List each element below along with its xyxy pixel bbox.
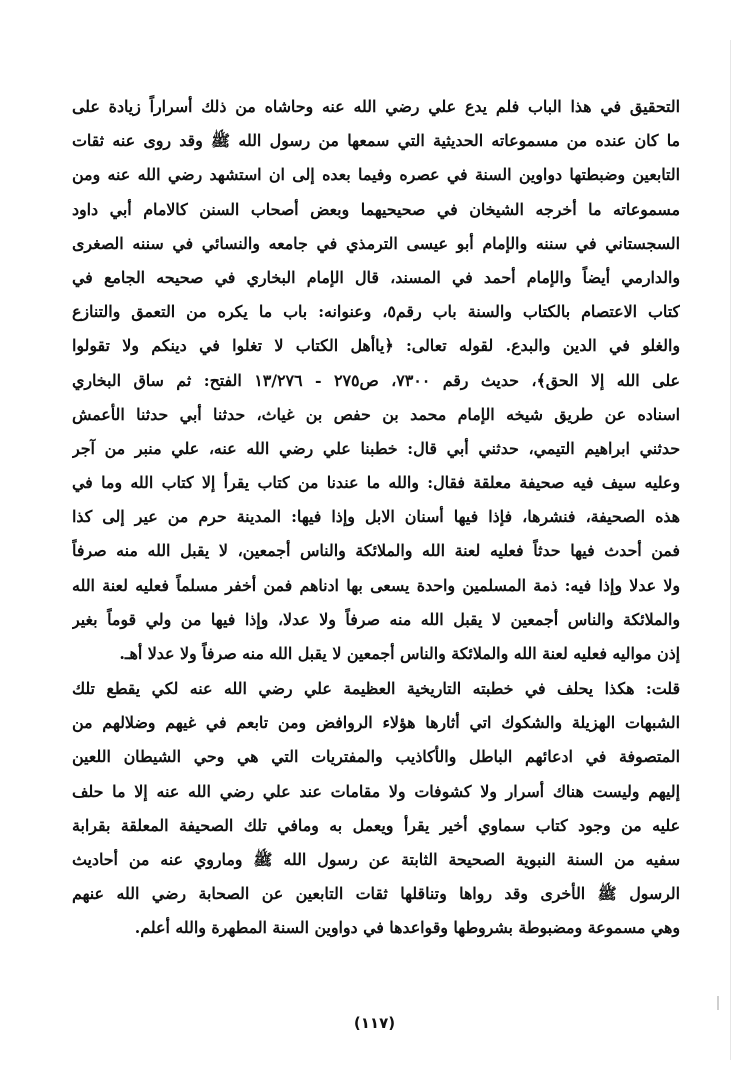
paragraph-line: مسموعاته ما أخرجه الشيخان في صحيحيهما وبعض أصحاب السنن كالامام أبي داود (72, 199, 680, 219)
paragraph-line: ما كان عنده من مسموعاته الحديثية التي سمعها من رسول الله ﷺ وقد روى عنه ثقات (72, 131, 680, 151)
paragraph-line: على الله إلا الحق﴾، حديث رقم ٧٣٠٠، ص٢٧٥ - ١٣/٢٧٦ الفتح: ثم ساق البخاري (72, 370, 680, 390)
paragraph-line: اسناده عن طريق شيخه الإمام محمد بن حفص بن غياث، حدثنا أبي حدثنا الأعمش (72, 404, 680, 424)
paragraph-1 (72, 90, 680, 671)
paragraph-line: والملائكة والناس أجمعين لا يقبل الله منه صرفاً ولا عدلا، وإذا فيها من ولي قوماً بغير (72, 609, 680, 629)
paragraph-line: المتصوفة في ادعائهم الباطل والأكاذيب والمفتريات التي هي وحي الشيطان اللعين (72, 747, 680, 767)
paragraph-2 (72, 672, 680, 946)
paragraph-line: والغلو في الدين والبدع. لقوله تعالى: ﴿ياأهل الكتاب لا تغلوا في دينكم ولا تقولوا (72, 336, 680, 356)
paragraph-line: وهي مسموعة ومضبوطة بشروطها وقواعدها في دواوين السنة المطهرة والله أعلم. (134, 918, 680, 938)
paragraph-line: قلت: هكذا يحلف في خطبته التاريخية العظيمة علي رضي الله عنه لكي يقطع تلك (72, 679, 680, 698)
scan-edge-line (730, 40, 731, 1060)
paragraph-line: التابعين وضبطتها دواوين السنة في عصره وفيما بعده إلى ان استشهد رضي الله عنه ومن (72, 165, 680, 185)
paragraph-line: ولا عدلا وإذا فيه: ذمة المسلمين واحدة يسعى بها ادناهم فمن أخفر مسلماً فعليه لعنة الله (72, 575, 680, 595)
paragraph-line: إذن مواليه فعليه لعنة الله والملائكة والناس أجمعين لا يقبل الله منه صرفاً ولا عدلا أهـ. (119, 644, 680, 663)
paragraph-line: كتاب الاعتصام بالكتاب والسنة باب رقم٥، وعنوانه: باب ما يكره من التعمق والتنازع (72, 302, 680, 322)
paragraph-line: السجستاني في سننه والإمام أبو عيسى الترمذي في جامعه والنسائي في سننه الصغرى (72, 233, 680, 253)
paragraph-line: وعليه سيف فيه صحيفة معلقة فقال: والله ما عندنا من كتاب يقرأ إلا كتاب الله وما في (72, 473, 680, 493)
paragraph-line: والدارمي أيضاً والإمام أحمد في المسند، قال الإمام البخاري في صحيحه الجامع في (72, 267, 680, 287)
page-number: (١١٧) (353, 1014, 396, 1032)
paragraph-line: التحقيق في هذا الباب فلم يدع علي رضي الله عنه وحاشاه من ذلك أسراراً زيادة على (72, 97, 680, 116)
scan-speck (717, 996, 719, 1010)
paragraph-line: حدثني ابراهيم التيمي، حدثني أبي قال: خطبنا علي رضي الله عنه، علي منبر من آجر (72, 438, 680, 458)
paragraph-line: سفيه من السنة النبوية الصحيحة الثابتة عن رسول الله ﷺ وماروي عنه من أحاديث (72, 849, 680, 869)
paragraph-line: عليه من وجود كتاب سماوي أخير يقرأ ويعمل به ومافي تلك الصحيفة المعلقة بقرابة (72, 815, 680, 835)
paragraph-line: الرسول ﷺ الأخرى وقد رواها وتناقلها ثقات التابعين عن الصحابة رضي الله عنهم (72, 884, 680, 904)
paragraph-line: هذه الصحيفة، فنشرها، فإذا فيها أسنان الابل وإذا فيها: المدينة حرم من عير إلى كذا (72, 507, 680, 527)
paragraph-line: إليهم وليست هناك أسرار ولا كشوفات ولا مقامات عند علي رضي الله عنه إلا ما حلف (72, 781, 680, 801)
paragraph-line: الشبهات الهزيلة والشكوك اتي أثارها هؤلاء الروافض ومن تابعم في غيهم وضلالهم من (72, 713, 680, 733)
paragraph-line: فمن أحدث فيها حدثاً فعليه لعنة الله والملائكة والناس أجمعين، لا يقبل الله منه صرفاً (72, 541, 680, 561)
